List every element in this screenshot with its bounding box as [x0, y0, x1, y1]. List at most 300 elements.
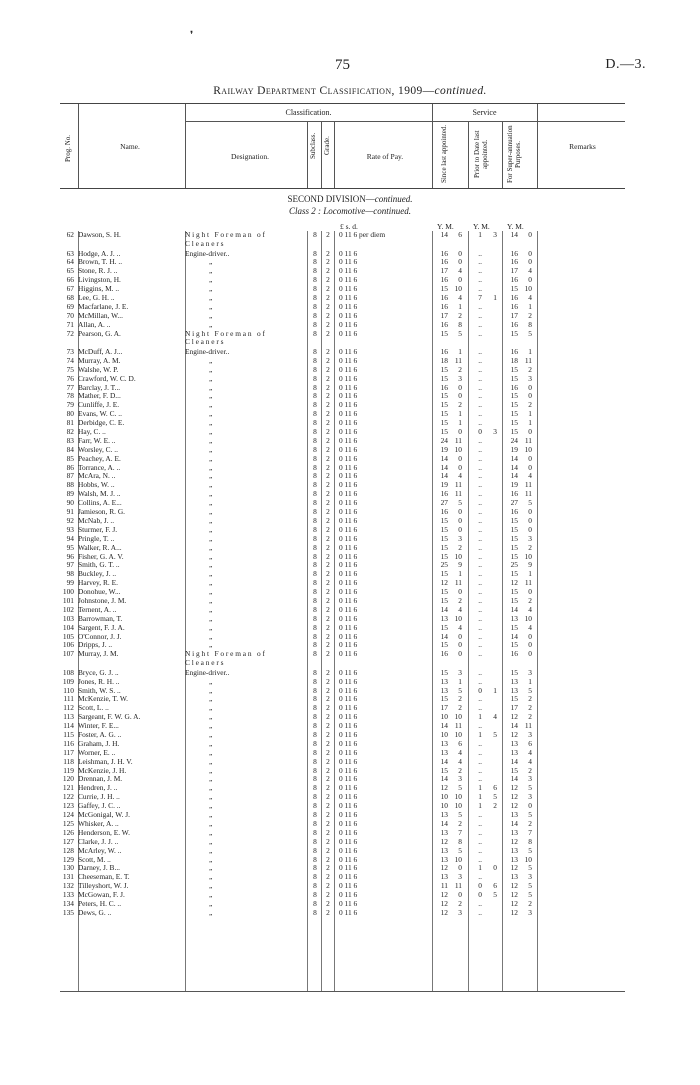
- cell-grade: 2: [326, 721, 330, 731]
- cell-super-months: 0: [528, 631, 532, 641]
- cell-since-months: 4: [458, 622, 462, 632]
- cell-designation: „: [209, 444, 213, 454]
- cell-grade: 2: [326, 747, 330, 757]
- cell-prog-no: 119: [63, 765, 74, 775]
- cell-grade: 2: [326, 328, 330, 338]
- cell-designation: „: [209, 676, 213, 686]
- cell-since-months: 6: [458, 738, 462, 748]
- cell-name: Livingston, H.: [78, 276, 121, 285]
- cell-designation: „: [209, 765, 213, 775]
- cell-grade: 2: [326, 792, 330, 802]
- print-mark: ❜: [190, 30, 194, 41]
- cell-name: Barrowman, T.: [78, 614, 123, 623]
- cell-since-months: 11: [454, 578, 462, 588]
- cell-prog-no: 121: [62, 783, 74, 793]
- cell-designation: „: [209, 863, 213, 873]
- cell-subclass: 8: [313, 355, 317, 365]
- cell-since-months: 7: [458, 827, 462, 837]
- cell-prog-no: 113: [63, 712, 74, 722]
- cell-rate-of-pay: 0 11 6: [339, 292, 358, 302]
- page-title: Railway Department Classification, 1909—continued.: [213, 85, 487, 97]
- cell-rate-of-pay: 0 11 6: [339, 400, 358, 410]
- cell-super-years: 16: [510, 301, 518, 311]
- cell-super-months: 0: [528, 382, 532, 392]
- cell-super-months: 1: [528, 409, 532, 419]
- cell-super-years: 16: [510, 489, 518, 499]
- cell-since-years: 14: [440, 774, 448, 784]
- cell-super-years: 15: [510, 515, 518, 525]
- cell-prior-years: ..: [478, 622, 482, 632]
- cell-prior-years: ..: [478, 524, 482, 534]
- cell-subclass: 8: [313, 685, 317, 695]
- cell-prior-years: ..: [478, 462, 482, 472]
- cell-subclass: 8: [313, 640, 317, 650]
- cell-super-years: 15: [510, 622, 518, 632]
- cell-since-months: 0: [458, 382, 462, 392]
- cell-since-months: 1: [458, 676, 462, 686]
- cell-designation: Engine-driver..: [185, 667, 230, 677]
- cell-name: Winter, F. E...: [78, 722, 119, 731]
- cell-name: Evans, W. C. ..: [78, 410, 122, 419]
- cell-super-months: 2: [528, 694, 532, 704]
- cell-super-years: 15: [510, 587, 518, 597]
- cell-grade: 2: [326, 810, 330, 820]
- cell-rate-of-pay: 0 11 6: [339, 667, 358, 677]
- cell-since-years: 15: [440, 373, 448, 383]
- cell-grade: 2: [326, 551, 330, 561]
- cell-since-years: 15: [440, 409, 448, 419]
- table-row: [0, 650, 700, 669]
- cell-grade: 2: [326, 898, 330, 908]
- cell-since-months: 11: [454, 881, 462, 891]
- cell-rate-of-pay: 0 11 6: [339, 462, 358, 472]
- cell-since-months: 11: [454, 721, 462, 731]
- cell-name: Jones, R. H. ..: [78, 677, 120, 686]
- cell-since-months: 2: [458, 765, 462, 775]
- header-for-super: For Super-annuation Purposes.: [506, 125, 522, 183]
- cell-super-years: 12: [510, 801, 518, 811]
- cell-rate-of-pay: 0 11 6: [339, 694, 358, 704]
- cell-since-months: 6: [458, 230, 462, 239]
- cell-subclass: 8: [313, 382, 317, 392]
- cell-name: Barclay, J. T...: [78, 383, 121, 392]
- cell-super-months: 8: [528, 319, 532, 329]
- cell-prog-no: 109: [62, 676, 74, 686]
- cell-name: McArley, W. ..: [78, 846, 122, 855]
- cell-super-years: 14: [510, 453, 518, 463]
- cell-super-years: 16: [510, 292, 518, 302]
- cell-subclass: 8: [313, 765, 317, 775]
- cell-rate-of-pay: 0 11 6: [339, 391, 358, 401]
- cell-prog-no: 90: [66, 498, 74, 508]
- cell-since-years: 10: [440, 712, 448, 722]
- cell-prior-years: ..: [478, 515, 482, 525]
- cell-designation: „: [209, 364, 213, 374]
- cell-rate-of-pay: 0 11 6: [339, 738, 358, 748]
- cell-rate-of-pay: 0 11 6: [339, 631, 358, 641]
- cell-since-months: 4: [458, 604, 462, 614]
- cell-subclass: 8: [313, 319, 317, 329]
- cell-designation: „: [209, 471, 213, 481]
- cell-prior-years: ..: [478, 595, 482, 605]
- cell-prog-no: 123: [62, 801, 74, 811]
- cell-super-months: 10: [524, 613, 532, 623]
- cell-since-months: 2: [458, 310, 462, 320]
- cell-name: Dawson, S. H.: [78, 231, 121, 239]
- cell-prog-no: 66: [66, 275, 74, 285]
- cell-super-years: 16: [510, 248, 518, 258]
- cell-designation: „: [209, 560, 213, 570]
- cell-name: Darney, J. B...: [78, 864, 121, 873]
- cell-name: Scott, L. ..: [78, 704, 109, 713]
- cell-super-months: 11: [524, 355, 532, 365]
- cell-super-years: 15: [510, 524, 518, 534]
- cell-since-years: 15: [440, 400, 448, 410]
- cell-rate-of-pay: 0 11 6: [339, 801, 358, 811]
- cell-designation: „: [209, 319, 213, 329]
- cell-super-months: 0: [528, 524, 532, 534]
- cell-since-years: 12: [440, 836, 448, 846]
- cell-subclass: 8: [313, 498, 317, 508]
- cell-since-years: 15: [440, 551, 448, 561]
- cell-subclass: 8: [313, 703, 317, 713]
- cell-super-years: 13: [510, 854, 518, 864]
- cell-subclass: 8: [313, 409, 317, 419]
- cell-since-years: 15: [440, 391, 448, 401]
- cell-super-years: 16: [510, 382, 518, 392]
- cell-prior-months: 3: [493, 427, 497, 437]
- cell-since-years: 15: [440, 542, 448, 552]
- cell-prog-no: 88: [66, 480, 74, 490]
- cell-super-months: 7: [528, 827, 532, 837]
- header-designation: Designation.: [230, 152, 270, 161]
- cell-grade: 2: [326, 578, 330, 588]
- cell-prior-years: ..: [478, 409, 482, 419]
- cell-name: Walker, R. A...: [78, 543, 122, 552]
- cell-since-years: 13: [440, 747, 448, 757]
- cell-designation: „: [209, 827, 213, 837]
- cell-rate-of-pay: 0 11 6: [339, 595, 358, 605]
- cell-rate-of-pay: 0 11 6: [339, 604, 358, 614]
- cell-grade: 2: [326, 444, 330, 454]
- cell-prog-no: 81: [66, 418, 74, 428]
- cell-prior-years: 1: [478, 792, 482, 802]
- cell-name: Crawford, W. C. D.: [78, 374, 136, 383]
- cell-subclass: 8: [313, 863, 317, 873]
- header-classification: Classification.: [285, 108, 332, 117]
- cell-designation: „: [209, 881, 213, 891]
- cell-designation: „: [209, 613, 213, 623]
- cell-designation: „: [209, 480, 213, 490]
- cell-super-months: 10: [524, 284, 532, 294]
- cell-grade: 2: [326, 676, 330, 686]
- cell-name: Higgins, M. ..: [78, 285, 120, 294]
- cell-subclass: 8: [313, 595, 317, 605]
- cell-prog-no: 120: [62, 774, 74, 784]
- cell-subclass: 8: [313, 347, 317, 357]
- cell-subclass: 8: [313, 248, 317, 258]
- cell-prior-years: ..: [478, 391, 482, 401]
- cell-super-years: 16: [510, 319, 518, 329]
- cell-name: Collins, A. E...: [78, 499, 122, 508]
- cell-prog-no: 77: [66, 382, 74, 392]
- cell-name: Walshe, W. P.: [78, 365, 119, 374]
- cell-super-years: 14: [510, 471, 518, 481]
- cell-designation: „: [209, 569, 213, 579]
- cell-since-months: 8: [458, 319, 462, 329]
- cell-prog-no: 79: [66, 400, 74, 410]
- cell-prior-years: ..: [478, 631, 482, 641]
- cell-name: Tilleyshort, W. J.: [78, 882, 129, 891]
- cell-since-years: 13: [440, 676, 448, 686]
- cell-since-years: 15: [440, 622, 448, 632]
- cell-rate-of-pay: 0 11 6: [339, 453, 358, 463]
- cell-grade: 2: [326, 507, 330, 517]
- cell-since-months: 2: [458, 595, 462, 605]
- cell-prior-years: ..: [478, 649, 482, 659]
- cell-subclass: 8: [313, 872, 317, 882]
- cell-designation: „: [209, 453, 213, 463]
- cell-since-years: 14: [440, 230, 448, 239]
- cell-prior-years: ..: [478, 560, 482, 570]
- cell-prog-no: 134: [62, 898, 74, 908]
- cell-prog-no: 73: [66, 347, 74, 357]
- cell-rate-of-pay: 0 11 6: [339, 507, 358, 517]
- cell-since-years: 14: [440, 818, 448, 828]
- cell-since-years: 15: [440, 328, 448, 338]
- cell-since-years: 27: [440, 498, 448, 508]
- cell-prior-years: ..: [478, 328, 482, 338]
- cell-subclass: 8: [313, 756, 317, 766]
- cell-prog-no: 75: [66, 364, 74, 374]
- cell-prior-years: ..: [478, 845, 482, 855]
- cell-since-years: 19: [440, 480, 448, 490]
- cell-subclass: 8: [313, 462, 317, 472]
- cell-since-months: 11: [454, 355, 462, 365]
- cell-super-years: 12: [510, 783, 518, 793]
- cell-since-months: 10: [454, 613, 462, 623]
- cell-since-months: 4: [458, 292, 462, 302]
- cell-designation: „: [209, 872, 213, 882]
- cell-subclass: 8: [313, 391, 317, 401]
- cell-name: Smith, G. T. ..: [78, 561, 120, 570]
- cell-super-years: 14: [510, 604, 518, 614]
- cell-prior-years: 0: [478, 881, 482, 891]
- cell-name: Harvey, R. E.: [78, 579, 118, 588]
- cell-prior-months: 4: [493, 712, 497, 722]
- cell-since-years: 15: [440, 364, 448, 374]
- cell-prior-years: ..: [478, 898, 482, 908]
- cell-grade: 2: [326, 881, 330, 891]
- cell-grade: 2: [326, 319, 330, 329]
- cell-grade: 2: [326, 230, 330, 239]
- cell-prior-years: ..: [478, 400, 482, 410]
- cell-rate-of-pay: 0 11 6: [339, 649, 358, 659]
- cell-prog-no: 114: [63, 721, 74, 731]
- cell-super-months: 3: [528, 373, 532, 383]
- cell-prog-no: 68: [66, 292, 74, 302]
- cell-subclass: 8: [313, 257, 317, 267]
- cell-prior-years: 1: [478, 230, 482, 239]
- cell-super-years: 15: [510, 284, 518, 294]
- cell-prior-years: ..: [478, 551, 482, 561]
- cell-name: Cheeseman, E. T.: [78, 873, 130, 882]
- cell-designation: „: [209, 604, 213, 614]
- cell-super-months: 4: [528, 292, 532, 302]
- cell-rate-of-pay: 0 11 6: [339, 792, 358, 802]
- cell-super-years: 15: [510, 364, 518, 374]
- cell-super-months: 10: [524, 854, 532, 864]
- cell-since-years: 24: [440, 435, 448, 445]
- cell-name: Sargent, F. J. A.: [78, 623, 125, 632]
- cell-prog-no: 111: [63, 694, 74, 704]
- cell-prog-no: 85: [66, 453, 74, 463]
- cell-super-months: 5: [528, 863, 532, 873]
- cell-name: Scott, M. ..: [78, 855, 111, 864]
- cell-super-years: 14: [510, 774, 518, 784]
- cell-since-months: 0: [458, 524, 462, 534]
- cell-prog-no: 62: [66, 230, 74, 239]
- cell-since-years: 15: [440, 533, 448, 543]
- cell-prog-no: 117: [63, 747, 74, 757]
- cell-super-years: 13: [510, 827, 518, 837]
- cell-super-months: 9: [528, 560, 532, 570]
- cell-prior-years: ..: [478, 444, 482, 454]
- cell-super-years: 13: [510, 845, 518, 855]
- cell-name: Bryce, G. J. ..: [78, 668, 119, 677]
- cell-designation: „: [209, 515, 213, 525]
- cell-subclass: 8: [313, 569, 317, 579]
- cell-designation: „: [209, 810, 213, 820]
- cell-super-months: 5: [528, 845, 532, 855]
- cell-prior-months: 6: [493, 783, 497, 793]
- cell-super-years: 15: [510, 409, 518, 419]
- cell-since-months: 1: [458, 418, 462, 428]
- cell-prog-no: 103: [62, 613, 74, 623]
- cell-super-months: 5: [528, 685, 532, 695]
- cell-prior-years: ..: [478, 747, 482, 757]
- cell-grade: 2: [326, 391, 330, 401]
- cell-subclass: 8: [313, 230, 317, 239]
- cell-since-years: 16: [440, 301, 448, 311]
- cell-prog-no: 65: [66, 266, 74, 276]
- cell-super-years: 15: [510, 551, 518, 561]
- cell-prog-no: 118: [63, 756, 74, 766]
- cell-since-months: 0: [458, 427, 462, 437]
- cell-super-months: 0: [528, 453, 532, 463]
- cell-prog-no: 99: [66, 578, 74, 588]
- cell-prog-no: 89: [66, 489, 74, 499]
- cell-name: Lee, G. H. ..: [78, 293, 115, 302]
- cell-grade: 2: [326, 694, 330, 704]
- cell-prior-years: ..: [478, 542, 482, 552]
- cell-subclass: 8: [313, 810, 317, 820]
- cell-prior-years: ..: [478, 810, 482, 820]
- cell-prog-no: 64: [66, 257, 74, 267]
- cell-prog-no: 98: [66, 569, 74, 579]
- cell-prior-months: 0: [493, 863, 497, 873]
- cell-prior-years: ..: [478, 507, 482, 517]
- cell-subclass: 8: [313, 578, 317, 588]
- cell-since-months: 0: [458, 649, 462, 659]
- cell-grade: 2: [326, 275, 330, 285]
- cell-prior-years: 1: [478, 801, 482, 811]
- cell-prior-years: 1: [478, 863, 482, 873]
- cell-rate-of-pay: 0 11 6: [339, 284, 358, 294]
- cell-name: Gaffey, J. C. ..: [78, 802, 121, 811]
- cell-super-months: 3: [528, 533, 532, 543]
- cell-prior-years: ..: [478, 310, 482, 320]
- cell-super-months: 0: [528, 649, 532, 659]
- cell-subclass: 8: [313, 898, 317, 908]
- cell-super-years: 17: [510, 266, 518, 276]
- cell-grade: 2: [326, 907, 330, 917]
- cell-subclass: 8: [313, 587, 317, 597]
- cell-prior-years: ..: [478, 756, 482, 766]
- header-subclass: Subclass.: [309, 132, 317, 160]
- cell-name: McGonigal, W. J.: [78, 811, 130, 820]
- cell-subclass: 8: [313, 551, 317, 561]
- cell-since-months: 0: [458, 640, 462, 650]
- cell-prog-no: 83: [66, 435, 74, 445]
- cell-super-months: 0: [528, 801, 532, 811]
- cell-super-months: 5: [528, 881, 532, 891]
- cell-super-years: 15: [510, 595, 518, 605]
- cell-prior-years: ..: [478, 301, 482, 311]
- cell-prior-years: ..: [478, 667, 482, 677]
- cell-super-years: 15: [510, 418, 518, 428]
- cell-super-months: 4: [528, 747, 532, 757]
- cell-name: Donohue, W...: [78, 588, 121, 597]
- cell-subclass: 8: [313, 712, 317, 722]
- cell-subclass: 8: [313, 542, 317, 552]
- cell-prog-no: 127: [62, 836, 74, 846]
- cell-since-years: 15: [440, 569, 448, 579]
- cell-since-months: 4: [458, 756, 462, 766]
- cell-since-months: 10: [454, 712, 462, 722]
- cell-prog-no: 124: [62, 810, 74, 820]
- cell-rate-of-pay: 0 11 6: [339, 587, 358, 597]
- cell-super-years: 13: [510, 872, 518, 882]
- cell-subclass: 8: [313, 667, 317, 677]
- cell-prog-no: 78: [66, 391, 74, 401]
- service-units-super: Y. M.: [507, 222, 524, 231]
- cell-super-years: 12: [510, 578, 518, 588]
- cell-prog-no: 71: [66, 319, 74, 329]
- cell-super-years: 13: [510, 613, 518, 623]
- cell-designation: „: [209, 694, 213, 704]
- cell-since-years: 17: [440, 703, 448, 713]
- cell-prog-no: 95: [66, 542, 74, 552]
- cell-since-years: 14: [440, 462, 448, 472]
- cell-grade: 2: [326, 409, 330, 419]
- cell-since-months: 0: [458, 391, 462, 401]
- cell-super-years: 16: [510, 507, 518, 517]
- cell-since-months: 0: [458, 275, 462, 285]
- cell-designation: „: [209, 640, 213, 650]
- cell-name: Allan, A. ..: [78, 320, 111, 329]
- cell-name: Farr, W. E. ..: [78, 436, 116, 445]
- cell-name: Sturmer, F. J.: [78, 525, 118, 534]
- table-row: [0, 231, 700, 250]
- cell-super-years: 14: [510, 756, 518, 766]
- cell-subclass: 8: [313, 427, 317, 437]
- cell-grade: 2: [326, 872, 330, 882]
- cell-since-months: 2: [458, 694, 462, 704]
- cell-name: Hay, C. ..: [78, 428, 106, 437]
- cell-super-months: 6: [528, 738, 532, 748]
- cell-super-months: 0: [528, 257, 532, 267]
